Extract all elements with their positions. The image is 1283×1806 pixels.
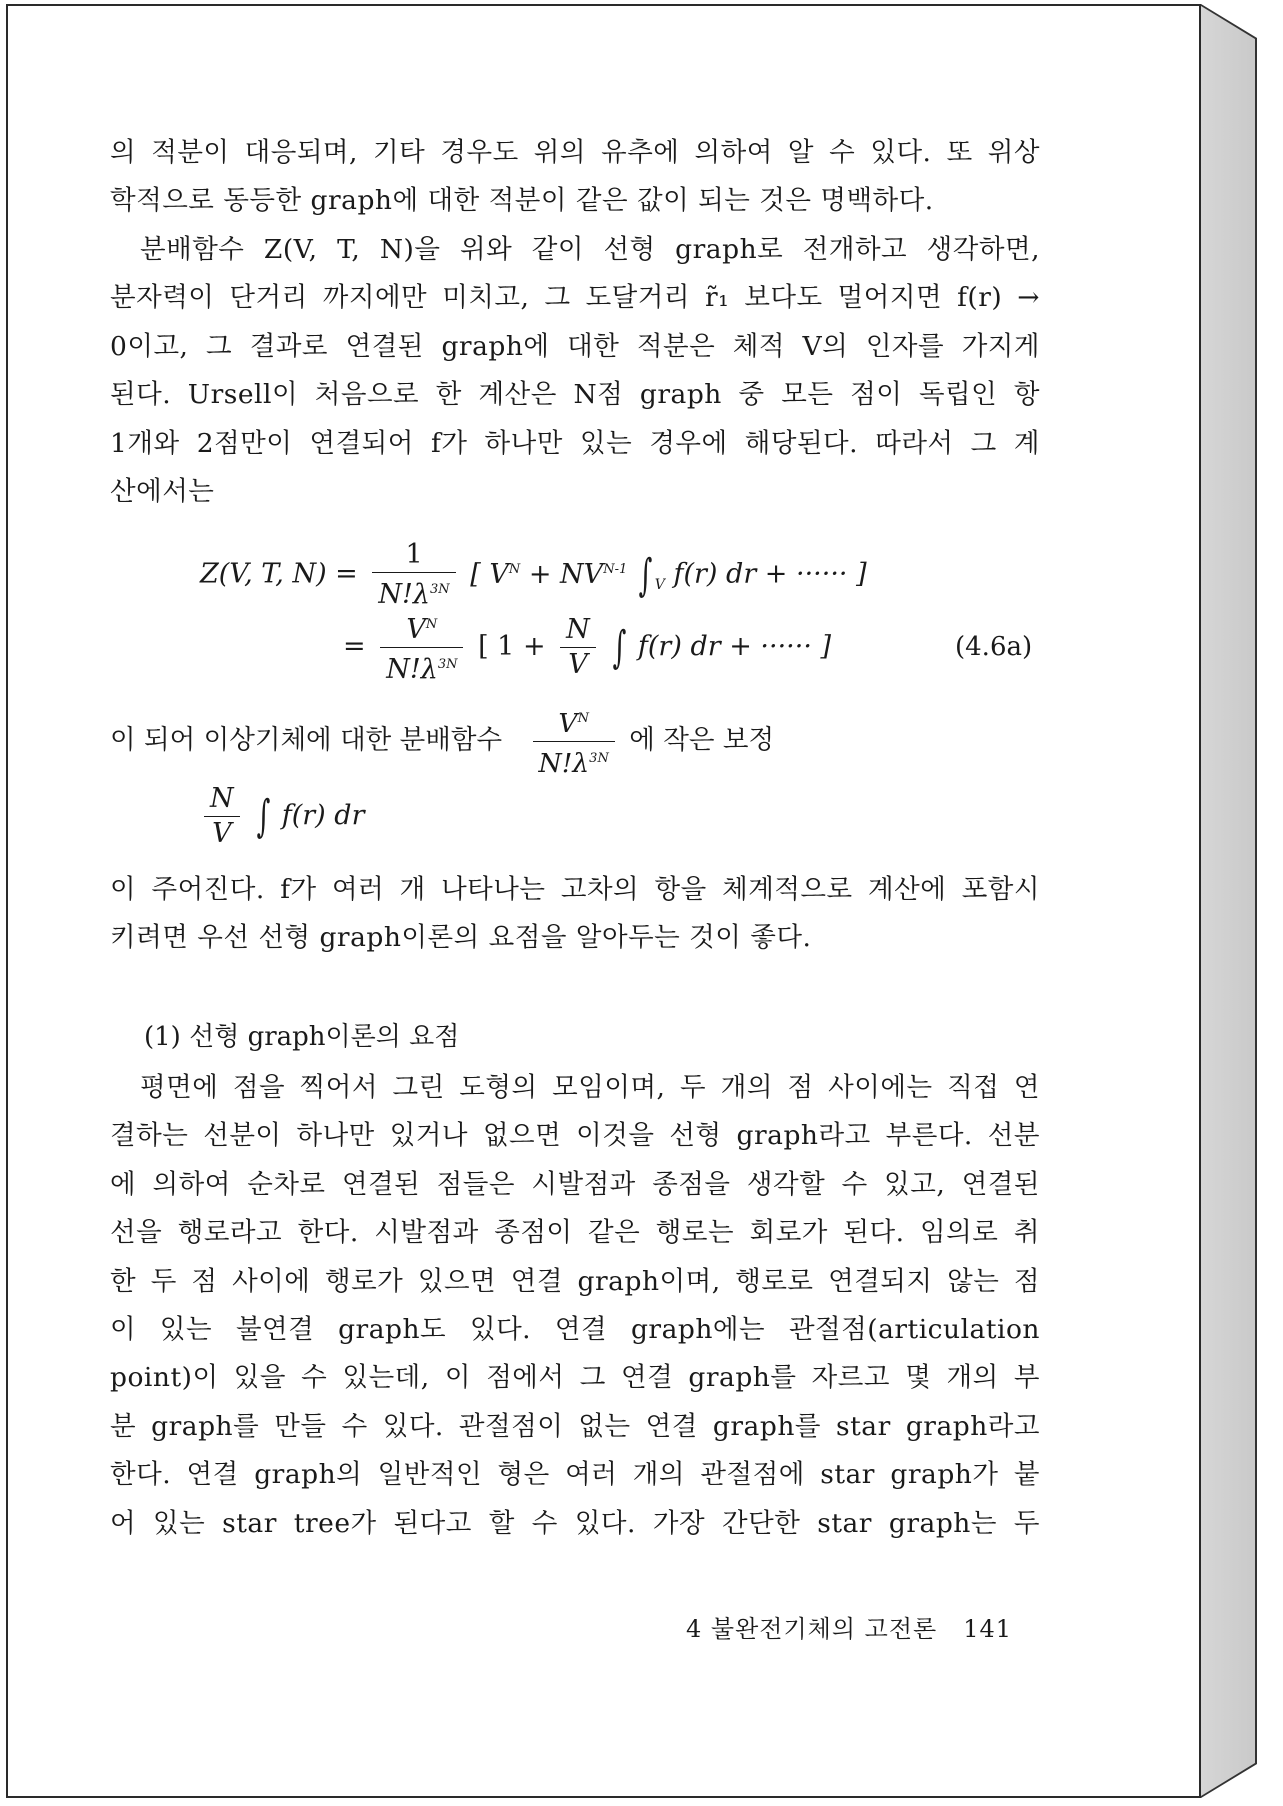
fraction: $\frac{V^N}{N!\lambda^{3N}}$ <box>533 704 615 779</box>
text-line: 선을 행로라고 한다. 시발점과 종점이 같은 행로는 회로가 된다. 임의로 취 <box>110 1217 1040 1249</box>
text-line: 결하는 선분이 하나만 있거나 없으면 이것을 선형 graph라고 부른다. 선분 <box>110 1120 1040 1152</box>
equation-line-1: Z(V, T, N) = $\frac{1}{N!\lambda^{3N}}$ [ $V^N + NV^{N-1}$ ∫ $_V$ f(r) dr + ······ ] <box>200 539 867 610</box>
text-line: 한다. 연결 graph의 일반적인 형은 여러 개의 관절점에 star graph가 붙 <box>110 1459 1040 1491</box>
text-line: 한 두 점 사이에 행로가 있으면 연결 graph이며, 행로로 연결되지 않는 점 <box>110 1265 1040 1297</box>
fraction: $\frac{N}{V}$ <box>204 784 240 849</box>
text-line: 의 적분이 대응되며, 기타 경우도 위의 유추에 의하여 알 수 있다. 또 위상 <box>110 137 1040 168</box>
page-footer <box>686 1609 1012 1644</box>
integrand: f(r) dr <box>281 800 365 831</box>
text-line: 어 있는 star tree가 된다고 할 수 있다. 가장 간단한 star graph는 두 <box>110 1507 1040 1539</box>
correction-term <box>198 784 365 849</box>
page-edge-shadow <box>1201 4 1257 1798</box>
fraction: $\frac{N}{V}$ <box>560 615 596 680</box>
text-line: 이 있는 불연결 graph도 있다. 연결 graph에는 관절점(articulation <box>110 1314 1040 1346</box>
paragraph-2 <box>110 226 1040 516</box>
integral-sign: ∫ <box>256 791 271 842</box>
text-line: 키려면 우선 선형 graph이론의 요점을 알아두는 것이 좋다. <box>110 922 812 954</box>
text-line: 에 의하여 순차로 연결된 점들은 시발점과 종점을 생각할 수 있고, 연결된 <box>110 1168 1040 1200</box>
page-number: 141 <box>963 1615 1012 1643</box>
text-line: 분 graph를 만들 수 있다. 관절점이 없는 연결 graph를 star graph라고 <box>110 1410 1040 1442</box>
chapter-title: 4 불완전기체의 고전론 <box>686 1615 938 1643</box>
text-line: 평면에 점을 찍어서 그린 도형의 모임이며, 두 개의 점 사이에는 직접 연 <box>140 1072 1040 1103</box>
integrand: f(r) dr + ······ ] <box>637 631 832 662</box>
equation-line-2: = $\frac{V^N}{N!\lambda^{3N}}$ [ 1 + $\frac{N}{V}$ ∫ f(r) dr + ······ ] <box>343 610 831 685</box>
text-line: 이 주어진다. f가 여러 개 나타나는 고차의 항을 체계적으로 계산에 포함시 <box>110 874 1040 905</box>
integrand: f(r) dr + ······ ] <box>673 558 867 590</box>
paragraph-3: 이 되어 이상기체에 대한 분배함수 $\frac{V^N}{N!\lambda^{3N}}$ 에 작은 보정 <box>110 704 774 779</box>
integral-sign: ∫ <box>612 622 627 673</box>
equation-lhs: Z(V, T, N) = <box>200 558 358 590</box>
text-line: 산에서는 <box>110 476 215 508</box>
section-title: (1) 선형 graph이론의 요점 <box>144 1022 460 1052</box>
paragraph-5 <box>110 1064 1040 1548</box>
text-line: 1개와 2점만이 연결되어 f가 하나만 있는 경우에 해당된다. 따라서 그 계 <box>110 427 1040 459</box>
text-line: 학적으로 동등한 graph에 대한 적분이 같은 값이 되는 것은 명백하다. <box>110 185 934 217</box>
fraction: $\frac{1}{N!\lambda^{3N}}$ <box>372 540 455 610</box>
text-line: 분자력이 단거리 까지에만 미치고, 그 도달거리 r̃₁ 보다도 멀어지면 f(r) → <box>110 282 1040 314</box>
text-line: 된다. Ursell이 처음으로 한 계산은 N점 graph 중 모든 점이 독립인 항 <box>110 379 1040 411</box>
text-line: 분배함수 Z(V, T, N)을 위와 같이 선형 graph로 전개하고 생각하면, <box>140 234 1040 265</box>
fraction: $\frac{V^N}{N!\lambda^{3N}}$ <box>380 610 463 685</box>
paragraph-1 <box>110 129 1040 226</box>
paragraph-4 <box>110 866 1040 963</box>
text-line: 0이고, 그 결과로 연결된 graph에 대한 적분은 체적 V의 인자를 가지게 <box>110 330 1040 362</box>
integral-sign: ∫ <box>638 549 653 601</box>
equation-number: (4.6a) <box>955 632 1033 662</box>
text-line: point)이 있을 수 있는데, 이 점에서 그 연결 graph를 자르고 몇 개의 부 <box>110 1362 1040 1394</box>
